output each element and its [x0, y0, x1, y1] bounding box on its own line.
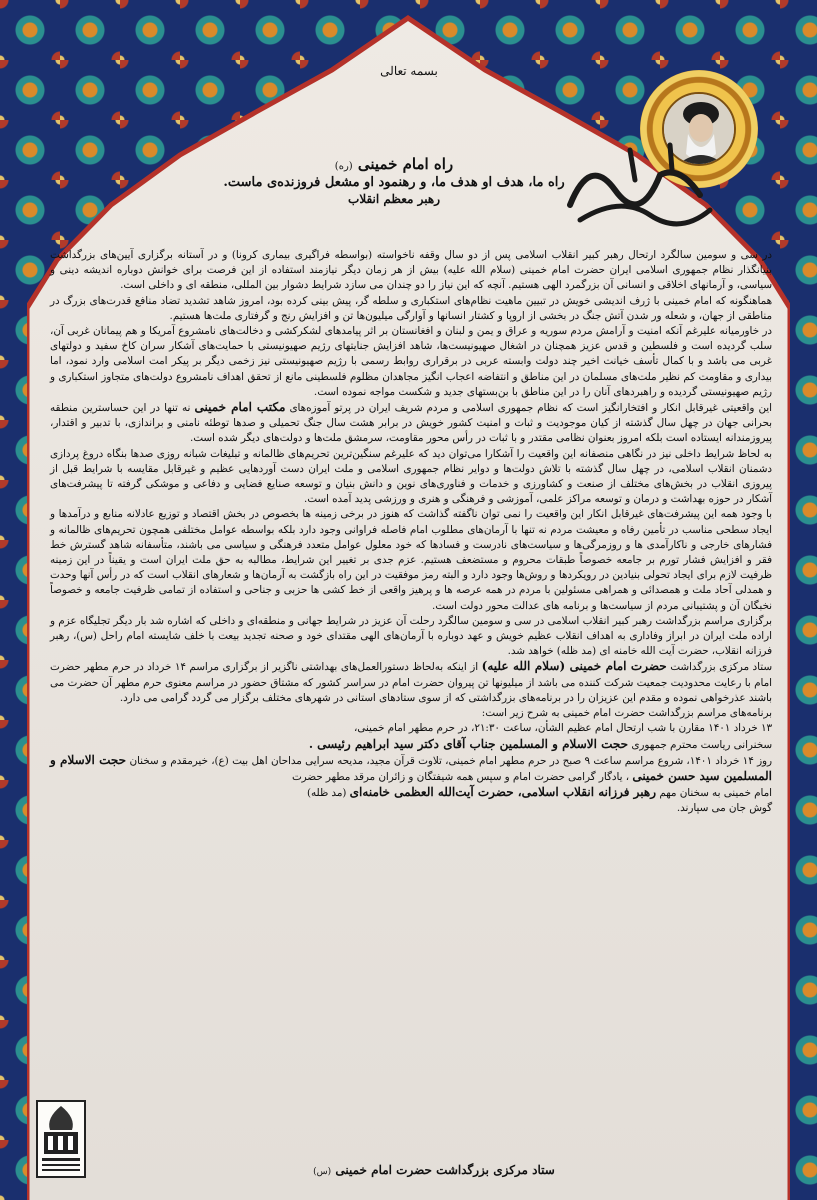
- header-quote: راه ما، هدف او هدف ما، و رهنمود او مشعل فروزنده‌ی ماست.: [223, 175, 565, 190]
- paragraph-3: در خاورمیانه علیرغم آنکه امنیت و آرامش مردم سوریه و عراق و یمن و لبنان و افغانستان بر اثر پیامدهای لشکرکشی و دخالت‌های نامشروع آمریکا و هم پیمانان غربی آن، سلب گردیده است و فلسطین و قدس عزیز همچنان در اشغال صهیونیست‌ها، شاهد افزایش جنایتهای رژیم صهیونیستی با حمایت‌های آشکار سران کاخ سفید و دولتهای غربی می باشد و با کمال تأسف خیانت اخیر چند دولت وابسته عربی در برقراری روابط رسمی با رژیم صهیونیستی نیز زخمی دیگر بر پیکر امت اسلامی وارد نمود، اما بیداری و مقاومت کم نظیر ملت‌های مسلمان در این مناطق و انتفاضه اعجاب انگیز مجاهدان مظلوم فلسطینی مانع از تحقق اهداف نامشروع دولت‌های متجاوز استکباری و رژیم صهیونیستی گردیده و راهبردهای آنان را در این مناطق با بن‌بستهای جدید و شکست مواجه نموده است.: [50, 325, 772, 398]
- title-text: راه امام خمینی: [357, 155, 454, 173]
- page-title: [184, 155, 604, 173]
- paragraph-4: [50, 400, 772, 447]
- paragraph-12: [50, 753, 772, 785]
- paragraph-8-part-a: ستاد مرکزی بزرگداشت: [670, 661, 773, 674]
- paragraph-13: [50, 785, 772, 801]
- paragraph-4-part-b: نه تنها در این حساسترین منطقه بحرانی جهان در چهل سال گذشته از کیان موجودیت و ثبات و امنیت کشور خویش در برابر هشت سال جنگ تحمیلی و صدها توطئه نامنی و براندازی، با تدبیر و اقتدار، پیروزمندانه ایستاده است بلکه امروز بعنوان نظامی مقتدر و با ثبات در رأس محور مقاومت، سرمشق ملت‌ها و دولت‌های دیگر شده است.: [50, 402, 772, 445]
- signature-suffix: (س): [313, 1167, 332, 1177]
- paragraph-6: با وجود همه این پیشرفت‌های غیرقابل انکار این واقعیت را نمی توان ناگفته گذاشت که هنوز در برخی زمینه ها بخصوص در بخش اقتصاد و توزیع عادلانه منابع و درآمدها و ایجاد سطحی مناسب در تأمین رفاه و معیشت مردم نه تنها با آرمان‌های مطلوب امام فاصله فراوانی وجود دارد بلکه بواسطه عوامل مختلفی همچون تحریم‌های ظالمانه و فشارهای خارجی و ناکارآمدی ها و روزمرگی‌ها و سیاست‌های نادرست و فسادها که خود معلول عوامل متعدد فرهنگی و سیاسی می باشند، متأسفانه شاهد گسترش خط فقر و افزایش فشار تورم بر جامعه خصوصاً طبقات محروم و مستضعف هستیم. عزم جدی بر تغییر این شرایط، مطالبه به حق ملت ایران است و یقیناً در این زمینه ظرفیت لازم برای ایجاد تحولی بنیادین در رویکردها و روش‌ها وجود دارد و البته رمز موفقیت در این راه بازگشت به آرمان‌ها و شعارهای انقلاب است که در رأس آنها وحدت و همدلی آحاد ملت و همصدائی و همراهی مسئولین با مردم در همه عرصه ها و پرهیز واقعی از خط کشی ها حزبی و جناحی و استفاده از تمامی ظرفیت جامعه و خصوصاً نخبگان آن و پشتیبانی مردم از سیاست‌ها و برنامه های عدالت محور دولت است.: [50, 508, 772, 612]
- document-body: [50, 248, 772, 817]
- paragraph-12-highlight: حجت الاسلام و المسلمین سید حسن خمینی: [50, 752, 772, 783]
- paragraph-8-part-b: از اینکه به‌لحاظ دستورالعمل‌های بهداشتی ناگزیر از برگزاری مراسم ۱۴ خرداد در حرم مطهر حضرت امام با رعایت محدودیت جمعیت شرکت کننده می باشد از میلیونها تن پیروان حضرت امام در سراسر کشور که مشتاق حضور در مراسم معنوی حرم مطهر آن حضرت می باشند عذرخواهی نموده و مقدم این عزیزان را در برنامه‌های بزرگداشتی که از سوی ستادهای استانی در شهرهای مختلف برگزار می گردد گرامی می دارد.: [50, 661, 772, 704]
- paragraph-8: [50, 659, 772, 706]
- bismillah: بسمه تعالی: [380, 64, 438, 78]
- paragraph-8-highlight: حضرت امام خمینی (سلام الله علیه): [481, 659, 667, 674]
- paragraph-9: برنامه‌های مراسم بزرگداشت حضرت امام خمینی به شرح زیر است:: [481, 707, 772, 720]
- header-attribution: رهبر معظم انقلاب: [348, 192, 440, 206]
- paragraph-5: به لحاظ شرایط داخلی نیز در نگاهی منصفانه این واقعیت را آشکارا می‌توان دید که علیرغم سنگین‌ترین تحریم‌های ظالمانه و تبلیغات شبانه روزی صدها بنگاه دروغ پردازی دشمنان انقلاب اسلامی، در چهل سال گذشته با تلاش دولت‌ها و دوایر نظام جمهوری اسلامی و ملت ایران دست آوردهایی عظیم و غیرقابل مقایسه با شرایط قبل از پیروزی انقلاب در بخش‌های مختلف از صنعت و کشاورزی و خدمات و فناوری‌های نوین و دانش بنیان و توسعه صنایع فضایی و دفاعی و موشکی گرفته تا پیشرفت‌های آشکار در حوزه بهداشت و درمان و توسعه مراکز علمی، آموزشی و فرهنگی و هنری و ورزشی پدید آمده است.: [50, 447, 772, 506]
- signature-line: [284, 1163, 584, 1177]
- paragraph-11-highlight: حجت الاسلام و المسلمین جناب آقای دکتر سید ابراهیم رئیسی .: [308, 736, 629, 751]
- paragraph-4-part-a: این واقعیتی غیرقابل انکار و افتخارانگیز است که نظام جمهوری اسلامی و مردم شریف ایران در پرتو آموزه‌های: [289, 402, 773, 415]
- document-content: [34, 0, 784, 1200]
- paragraph-4-highlight: مکتب امام خمینی: [194, 400, 286, 415]
- paragraph-10: ۱۳ خرداد ۱۴۰۱ مقارن با شب ارتحال امام عظیم الشأن، ساعت ۲۱:۳۰، در حرم مطهر امام خمینی،: [353, 722, 772, 735]
- header-block: [184, 155, 604, 206]
- paragraph-7: برگزاری مراسم بزرگداشت رهبر کبیر انقلاب اسلامی در سی و سومین سالگرد رحلت آن عزیز در شرایط جهانی و منطقه‌ای و داخلی که اشاره شد بار دیگر تجلیگاه عزم و اراده ملت ایران در ابراز وفاداری به اهداف انقلاب عظیم خویش و عهد دوباره با آرمان‌های الهی مقتدای خود و صحنه تجدید بیعت با خلف شایسته امام راحل (س)، رهبر فرزانه انقلاب، حضرت آیت الله خامنه ای (مد ظله) خواهد شد.: [50, 614, 772, 658]
- paragraph-12-part-b: ، یادگار گرامی حضرت امام و سپس همه شیفتگان و زائران مرقد مطهر حضرت: [291, 770, 630, 783]
- paragraph-11: [50, 737, 772, 753]
- paragraph-12-part-a: روز ۱۴ خرداد ۱۴۰۱، شروع مراسم ساعت ۹ صبح در حرم مطهر امام خمینی، تلاوت قرآن مجید، مدیحه سرایی مداحان اهل بیت (ع)، خیرمقدم و سخنان: [129, 754, 773, 767]
- organization-logo: [36, 1100, 86, 1178]
- paragraph-2: هماهنگونه که امام خمینی با ژرف اندیشی خویش در تبیین ماهیت نظام‌های استکباری و سلطه گر، پیش بینی کرده بود، امروز شاهد تشدید تضاد منافع قدرت‌های بزرگ در مناطقی از جهان، و شعله ور شدن آتش جنگ در بخشی از اروپا و کشتار انسانها و آوارگی میلیون‌ها تن و افزایش رنج و گرفتاری ملت‌ها هستیم.: [50, 294, 772, 322]
- paragraph-13-highlight: رهبر فرزانه انقلاب اسلامی، حضرت آیت‌الله العظمی خامنه‌ای: [349, 785, 657, 800]
- paragraph-13-part-b: (مد ظله): [307, 787, 347, 800]
- title-suffix: (ره): [334, 161, 353, 172]
- paragraph-14: گوش جان می سپارند.: [676, 802, 772, 815]
- paragraph-1: در سی و سومین سالگرد ارتحال رهبر کبیر انقلاب اسلامی پس از دو سال وقفه ناخواسته (بواسطه فراگیری بیماری کرونا) و در آستانه برگزاری آیین‌های بزرگداشت بنیانگذار نظام جمهوری اسلامی ایران حضرت امام خمینی (سلام الله علیه) بیش از هر زمان دیگر نیازمند استفاده از این فرصت برای خوانش دوباره اندیشه دینی و سیاسی، و آرمانهای اخلاقی و انسانی آن بزرگمرد الهی هستیم. آنچه که این نیاز را دو چندان می سازد شرایط دشوار بین المللی، منطقه ای و داخلی است.: [50, 249, 772, 292]
- signature-text: ستاد مرکزی بزرگداشت حضرت امام خمینی: [335, 1163, 555, 1177]
- paragraph-13-part-a: امام خمینی به سخنان مهم: [659, 787, 772, 800]
- paragraph-11-part-a: سخنرانی ریاست محترم جمهوری: [631, 738, 772, 751]
